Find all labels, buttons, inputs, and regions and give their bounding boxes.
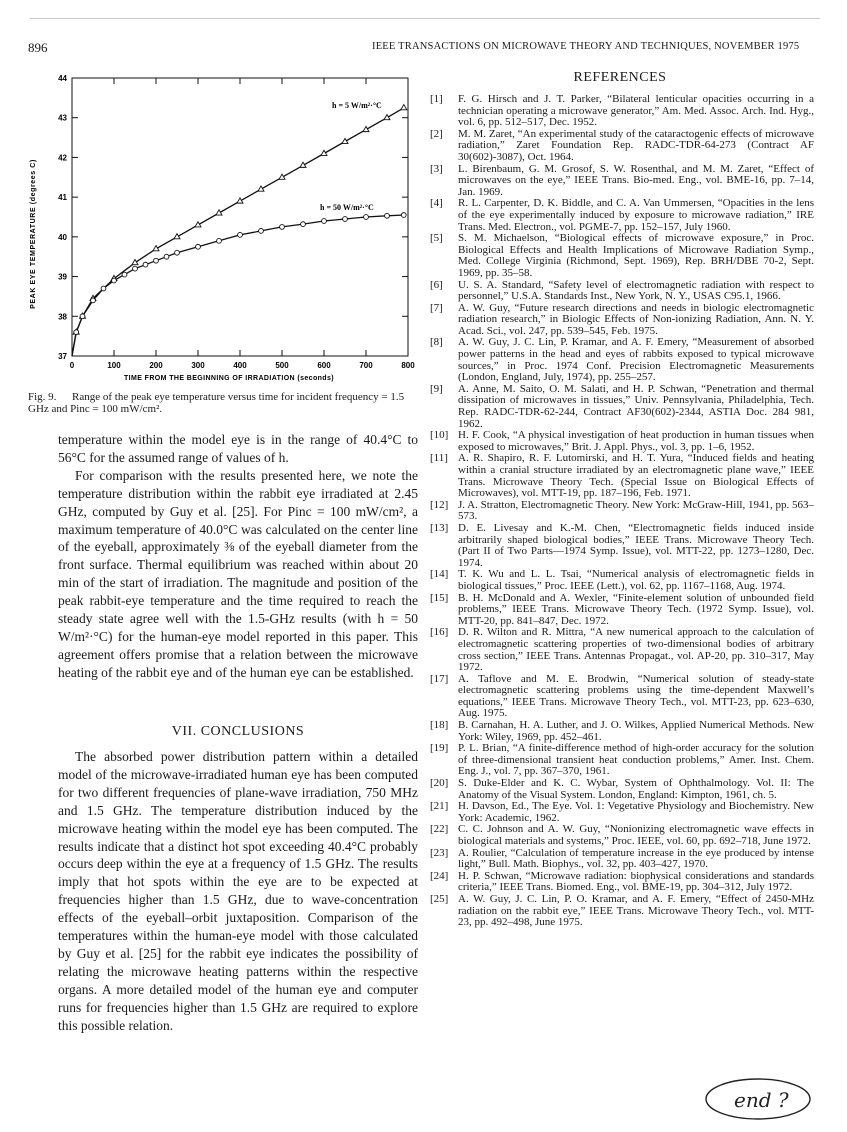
body-paragraph: temperature within the model eye is in the range of 40.4°C to 56°C for the assumed range of values of h. — [58, 432, 418, 465]
reference-item — [430, 674, 814, 720]
curve-label-upper: h = 5 W/m²·°C — [332, 101, 382, 110]
y-tick-label: 38 — [58, 312, 67, 322]
plot-frame — [72, 78, 408, 356]
reference-item — [430, 94, 814, 129]
series-1-point — [401, 105, 407, 110]
reference-item — [430, 198, 814, 233]
references-heading: REFERENCES — [573, 70, 667, 85]
reference-item — [430, 569, 814, 592]
reference-item — [430, 824, 814, 847]
body-left-bottom — [58, 748, 418, 1035]
reference-item — [430, 129, 814, 164]
reference-item — [430, 720, 814, 743]
reference-text: H. Davson, Ed., The Eye. Vol. 1: Vegetative Physiology and Biochemistry. New York: Academic, 1962. — [458, 800, 814, 824]
reference-number: [17] — [430, 672, 449, 685]
series-2-point — [343, 217, 348, 222]
series-2-point — [322, 219, 327, 224]
series-2-point — [301, 222, 306, 227]
reference-number: [5] — [430, 232, 443, 245]
x-tick-label: 800 — [401, 361, 415, 370]
reference-number: [20] — [430, 777, 449, 790]
series-2-point — [91, 298, 96, 303]
reference-text: J. A. Stratton, Electromagnetic Theory. New York: McGraw-Hill, 1941, pp. 563–573. — [458, 498, 814, 523]
reference-item — [430, 627, 814, 673]
x-tick-label: 700 — [359, 361, 373, 370]
chart-axes — [72, 78, 408, 356]
y-tick-label: 37 — [58, 352, 67, 361]
series-2-point — [401, 213, 406, 218]
x-tick-label: 500 — [275, 361, 289, 370]
reference-number: [9] — [430, 382, 443, 395]
chart-series — [72, 105, 407, 356]
figure-caption-text: Range of the peak eye temperature versus time for incident frequency = 1.5 GHz and Pinc = 100 mW/cm². — [28, 391, 405, 415]
reference-text: P. L. Brian, “A finite-difference method of high-order accuracy for the solution of three-dimensional transient heat conduction problems,” Amer. Inst. Chem. Eng. J., vol. 7, pp. 367–370, 1961. — [458, 742, 814, 778]
y-tick-label: 43 — [58, 113, 67, 123]
series-2-point — [164, 254, 169, 259]
conclusions-paragraph: The absorbed power distribution pattern within a detailed model of the microwave-irradiated human eye has been computed for two different frequencies of plane-wave irradiation, 750 MHz and 1.5 GHz. The temperature distribution induced by the microwave heating within the model eye has been computed. The results indicate that a distinct hot spot exceeding 40.4°C probably occurs deep within the eye at a frequency of 1.5 GHz. The results imply that hot spots within the eye are to be expected at frequencies higher than 1.5 GHz, due to wave-concentration effects of the eyeball–orbit juxtaposition. Comparison of the temperatures within the human-eye model with those calculated by Guy et al. [25] for the rabbit eye indicates the possibility of relating the microwave heating patterns within the respective organs. A more detailed model of the human eye and computer runs for frequencies higher than 1.5 GHz are required to explore this possible relation. — [58, 749, 418, 1033]
reference-number: [3] — [430, 162, 443, 175]
y-axis-label: PEAK EYE TEMPERATURE (degrees C) — [30, 159, 37, 309]
reference-number: [25] — [430, 892, 449, 905]
reference-item — [430, 593, 814, 628]
figure-9-chart — [24, 66, 434, 396]
reference-number: [13] — [430, 521, 449, 534]
reference-number: [1] — [430, 93, 443, 105]
series-2-point — [364, 215, 369, 220]
y-tick-label: 41 — [58, 193, 67, 203]
reference-text: B. H. McDonald and A. Wexler, “Finite-element solution of unbounded field problems,” IEEE Trans. Microwave Theory Tech. (1972 Symp. Issue), vol. MTT-20, pp. 841–847, Dec. 1972. — [458, 591, 814, 627]
reference-number: [14] — [430, 568, 449, 581]
handwritten-note-text: end ? — [734, 1088, 789, 1112]
series-2-point — [259, 229, 264, 234]
reference-text: M. M. Zaret, “An experimental study of the cataractogenic effects of microwave radiation,” Zaret Foundation Rep. RADC-TDR-64-273 (Contract AF 30(602)-3087), Oct. 1964. — [458, 127, 814, 163]
x-tick-label: 100 — [107, 361, 121, 370]
reference-number: [12] — [430, 498, 449, 511]
reference-text: T. K. Wu and L. L. Tsai, “Numerical analysis of electromagnetic fields in biological tissues,” Proc. IEEE (Lett.), vol. 62, pp. 1167–1168, Aug. 1974. — [458, 568, 814, 592]
y-tick-label: 44 — [58, 74, 67, 83]
reference-text: B. Carnahan, H. A. Luther, and J. O. Wilkes, Applied Numerical Methods. New York: Wiley, 1969, pp. 452–461. — [458, 719, 814, 743]
reference-number: [7] — [430, 301, 443, 314]
chart-ticks — [58, 74, 415, 370]
reference-text: D. E. Livesay and K.-M. Chen, “Electromagnetic fields induced inside arbitrarily shaped biological bodies,” IEEE Trans. Microwave Theory Tech. (Part II of Two Parts—1974 Symp. Issue), vol. MTT-22, pp. 1273–1280, Dec. 1974. — [458, 521, 814, 569]
reference-item — [430, 801, 814, 824]
y-tick-label: 39 — [58, 272, 67, 282]
reference-text: D. R. Wilton and R. Mittra, “A new numerical approach to the calculation of electromagnetic scattering properties of two-dimensional bodies of arbitrary cross section,” IEEE Trans. Antennas Propagat., vol. AP-20, pp. 310–317, May 1972. — [458, 626, 814, 674]
reference-number: [10] — [430, 429, 449, 442]
reference-number: [18] — [430, 719, 449, 732]
reference-item — [430, 233, 814, 279]
reference-number: [6] — [430, 278, 443, 291]
scan-edge-rule — [30, 18, 820, 19]
reference-number: [22] — [430, 823, 449, 836]
reference-item — [430, 164, 814, 199]
series-2-point — [122, 272, 127, 277]
page-number: 896 — [28, 40, 48, 55]
series-2-point — [133, 266, 138, 271]
series-2-point — [74, 330, 79, 335]
reference-number: [23] — [430, 846, 449, 859]
reference-number: [16] — [430, 626, 449, 639]
figure-caption — [28, 391, 418, 415]
reference-number: [4] — [430, 197, 443, 210]
body-paragraph: For comparison with the results presented here, we note the temperature distribution within the rabbit eye irradiated at 2.45 GHz, computed by Guy et al. [25]. For Pinc = 100 mW/cm², a maximum temperature of 40.0°C was calculated on the center line of the eyeball, approximately ⅜ of the eyeball diameter from the front surface. Thermal equilibrium was reached within about 20 min of the start of irradiation. The magnitude and position of the peak rabbit-eye temperature and the time required to reach the steady state agree well with the 1.5-GHz results (with h = 50 W/m²·°C) for the human-eye model reported in this paper. This agreement offers promise that a relation between the microwave heating of the rabbit eye and of the human eye can be established. — [58, 467, 418, 680]
series-line-1 — [72, 108, 404, 356]
series-2-point — [280, 225, 285, 230]
reference-text: H. F. Cook, “A physical investigation of heat production in human tissues when exposed to microwaves,” Brit. J. Appl. Phys., vol. 3, pp. 1–6, 1952. — [458, 429, 814, 453]
reference-item — [430, 894, 814, 929]
reference-text: A. Anne, M. Saito, O. M. Salati, and H. P. Schwan, “Penetration and thermal dissipation of microwaves in tissues,” Univ. Pennsylvania, Philadelphia, Tech. Rep. RADC-TDR-62-244, Contract AF30(602)-2344, ASTIA Doc. 284 981, 1962. — [458, 382, 814, 430]
section-heading: VII. CONCLUSIONS — [171, 724, 305, 739]
handwritten-note — [700, 1074, 812, 1122]
reference-text: L. Birenbaum, G. M. Grosof, S. W. Rosenthal, and M. M. Zaret, “Effect of microwaves on the eye,” IEEE Trans. Bio-med. Eng., vol. BME-16, pp. 7–14, Jan. 1969. — [458, 162, 814, 198]
series-2-point — [238, 232, 243, 237]
reference-text: C. C. Johnson and A. W. Guy, “Nonionizing electromagnetic wave effects in biological materials and systems,” Proc. IEEE, vol. 60, pp. 692–718, June 1972. — [458, 823, 814, 847]
curve-label-lower: h = 50 W/m²·°C — [320, 203, 374, 212]
x-tick-label: 400 — [233, 361, 247, 370]
reference-item — [430, 453, 814, 499]
reference-text: U. S. A. Standard, “Safety level of electromagnetic radiation with respect to personnel,” U.S.A. Standards Inst., New York, N. Y., USAS C95.1, 1966. — [458, 278, 814, 303]
reference-text: A. W. Guy, “Future research directions and needs in biologic electromagnetic radiation research,” in Biologic Effects of Non-ionizing Radiation, Ann. N. Y. Acad. Sci., vol. 247, pp. 539–545, Feb. 1975. — [458, 301, 814, 337]
reference-number: [21] — [430, 800, 449, 813]
reference-item — [430, 500, 814, 523]
references-list — [430, 94, 814, 929]
y-tick-label: 40 — [58, 232, 67, 242]
reference-item — [430, 778, 814, 801]
x-tick-label: 600 — [317, 361, 331, 370]
reference-item — [430, 848, 814, 871]
reference-text: R. L. Carpenter, D. K. Biddle, and C. A. Van Ummersen, “Opacities in the lens of the eye experimentally induced by exposure to microwave radiation,” IRE Trans. Med. Electron., vol. PGME-7, pp. 152–157, July 1960. — [458, 197, 814, 233]
reference-text: A. Taflove and M. E. Brodwin, “Numerical solution of steady-state electromagnetic scattering problems using the time-dependent Maxwell’s equations,” IEEE Trans. Microwave Theory Tech., vol. MTT-23, pp. 623–630, Aug. 1975. — [458, 672, 814, 720]
body-left-top — [58, 431, 418, 682]
reference-item — [430, 337, 814, 383]
reference-text: A. W. Guy, J. C. Lin, P. O. Kramar, and A. F. Emery, “Effect of 2450-MHz radiation on the rabbit eye,” IEEE Trans. Microwave Theory Tech., vol. MTT-23, pp. 492–498, June 1975. — [458, 892, 814, 929]
reference-text: A. W. Guy, J. C. Lin, P. Kramar, and A. F. Emery, “Measurement of absorbed power patterns in the head and eyes of rabbits exposed to typical microwave sources,” in Proc. 1974 Conf. Precision Electromagnetic Measurements (London, England, July, 1974), pp. 255–257. — [458, 336, 814, 384]
reference-item — [430, 303, 814, 338]
series-2-point — [112, 278, 117, 283]
reference-number: [19] — [430, 742, 449, 755]
reference-number: [24] — [430, 869, 449, 882]
reference-number: [15] — [430, 591, 449, 604]
chart-svg — [24, 66, 434, 396]
reference-item — [430, 743, 814, 778]
reference-item — [430, 523, 814, 569]
reference-number: [2] — [430, 127, 443, 140]
reference-text: F. G. Hirsch and J. T. Parker, “Bilateral lenticular opacities occurring in a technician operating a microwave generator,” Am. Med. Assoc. Arch. Ind. Hyg., vol. 6, pp. 512–517, Dec. 1952. — [458, 93, 814, 129]
reference-number: [11] — [430, 452, 448, 465]
reference-text: S. Duke-Elder and K. C. Wybar, System of Ophthalmology. Vol. II: The Anatomy of the Visual System. London, England: Kimpton, 1961, ch. 5. — [458, 777, 814, 801]
x-tick-label: 0 — [69, 361, 75, 370]
y-tick-label: 42 — [58, 153, 67, 163]
series-2-point — [101, 286, 106, 291]
x-tick-label: 300 — [191, 361, 205, 370]
reference-text: H. P. Schwan, “Microwave radiation: biophysical considerations and standards criteria,” IEEE Trans. Biomed. Eng., vol. BME-19, pp. 304–312, July 1972. — [458, 869, 814, 894]
series-2-point — [175, 250, 180, 255]
reference-text: S. M. Michaelson, “Biological effects of microwave exposure,” in Proc. Biological Effects and Health Implications of Microwave Radiation Symp., Med. College Virginia (Richmond, Sept. 1969), Rep. BRH/DBE 70-2, Sept. 1969, pp. 35–58. — [458, 232, 814, 279]
series-2-point — [217, 238, 222, 243]
series-2-point — [154, 258, 159, 263]
series-2-point — [80, 314, 85, 319]
reference-number: [8] — [430, 336, 443, 349]
reference-item — [430, 871, 814, 894]
reference-item — [430, 280, 814, 303]
series-2-point — [385, 213, 390, 218]
reference-text: A. R. Shapiro, R. F. Lutomirski, and H. T. Yura, “Induced fields and heating within a cranial structure irradiated by an electromagnetic plane wave,” IEEE Trans. Microwave Theory Tech. (Special Issue on Biological Effects of Microwaves), vol. MTT-19, pp. 187–196, Feb. 1971. — [458, 452, 814, 500]
x-tick-label: 200 — [149, 361, 163, 370]
reference-item — [430, 430, 814, 453]
reference-item — [430, 384, 814, 430]
series-2-point — [196, 244, 201, 249]
figure-caption-label: Fig. 9. — [28, 391, 57, 403]
series-2-point — [143, 262, 148, 267]
running-head: IEEE TRANSACTIONS ON MICROWAVE THEORY AND TECHNIQUES, NOVEMBER 1975 — [372, 41, 800, 52]
reference-text: A. Roulier, “Calculation of temperature increase in the eye produced by intense light,” Bull. Math. Biophys., vol. 32, pp. 403–427, 1970. — [458, 846, 814, 871]
x-axis-label: TIME FROM THE BEGINNING OF IRRADIATION (seconds) — [123, 375, 335, 382]
